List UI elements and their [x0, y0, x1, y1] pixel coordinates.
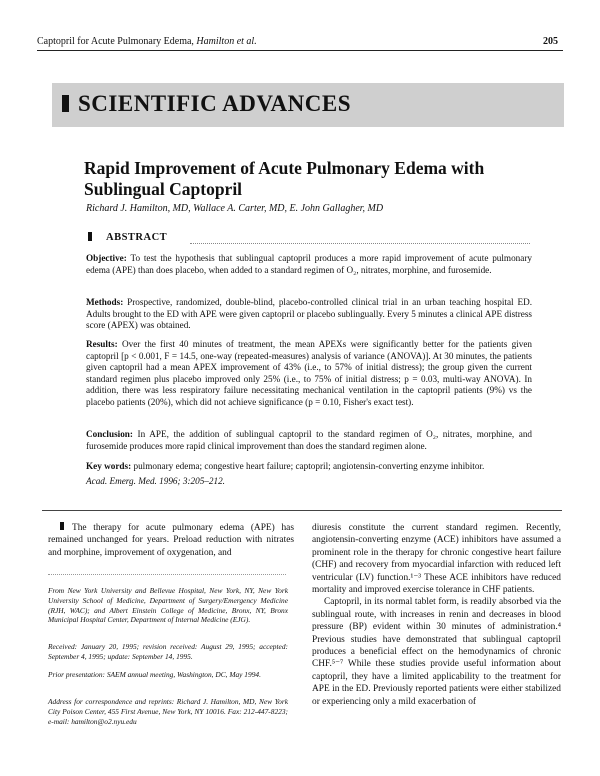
abstract-bottom-rule: [42, 510, 562, 511]
keywords-label: Key words:: [86, 461, 132, 471]
bullet-icon: [62, 95, 69, 112]
conclusion-text: In APE, the addition of sublingual captopril to the standard regimen of O₂, nitrates, morphine, and furosemide produces more rapid clinical improvement than does the standard regimen alone.: [86, 429, 533, 451]
body-left-text: The therapy for acute pulmonary edema (APE) has remained unchanged for years. Preload reduction with nitrates and morphine, improvement of oxygenation, and: [48, 523, 294, 558]
section-banner-label: SCIENTIFIC ADVANCES: [78, 91, 352, 116]
bullet-icon: [88, 232, 92, 241]
section-banner: [52, 83, 564, 127]
correspondence-note: Address for correspondence and reprints: Richard J. Hamilton, MD, New York City Poison Center, 455 First Avenue, New York, NY 10016. Fax: 212-447-8223; e-mail: hamilton@o2.nyu.edu: [48, 697, 288, 726]
abstract-heading: [88, 232, 167, 243]
prior-presentation-note: Prior presentation: SAEM annual meeting, Washington, DC, May 1994.: [48, 670, 261, 679]
body-paragraph: diuresis constitute the current standard regimen. Recently, angiotensin-converting enzyme (ACE) inhibitors have assumed a prominent role in the therapy for chronic congestive heart failure (CHF) and recovery from myocardial infarction with reduced left ventricular (LV) function.¹⁻³ These ACE inhibitors have reduced mortality and improved exercise tolerance in CHF patients.: [312, 523, 561, 596]
abstract-objective: [86, 253, 532, 276]
methods-text: Prospective, randomized, double-blind, placebo-controlled clinical trial in an urban teaching hospital ED. Adults brought to the ED with APE were given captopril or placebo sublingually. Every 5 minutes a clinical APE distress score (APEX) was obtained.: [86, 297, 532, 331]
body-right-column: [312, 522, 561, 708]
results-label: Results:: [86, 339, 118, 349]
keywords-text: pulmonary edema; congestive heart failure; captopril; angiotensin-converting enzyme inhibitor.: [133, 461, 485, 471]
running-title: Captopril for Acute Pulmonary Edema,: [37, 36, 194, 47]
header-rule: [37, 50, 563, 51]
abstract-heading-label: ABSTRACT: [106, 232, 168, 243]
body-paragraph: Captopril, in its normal tablet form, is readily absorbed via the sublingual route, with increases in renin and decreases in blood pressure (BP) evident within 30 minutes of administration.⁴ Previous studies have demonstrated that sublingual captopril produces a beneficial effect on the hemodynamics of chronic CHF.⁵⁻⁷ While these studies provide useful information about captopril, they have a limited applicability to the treatment for APE in the ED. Previously reported patients were either stabilized or experiencing only a mild exacerbation of: [312, 597, 561, 707]
objective-text: To test the hypothesis that sublingual captopril produces a more rapid improvement of acute pulmonary edema (APE) than does placebo, when added to a standard regimen of O₂, nitrates, morphine, and furosemide.: [86, 253, 532, 275]
results-text: Over the first 40 minutes of treatment, the mean APEXs were significantly better for the patients given captopril [p < 0.001, F = 14.5, one-way (repeated-measures) analysis of variance (ANOVA)]. At 30 minutes, the patients given captopril had a mean APEX improvement of 43% (i.e., to 57% of initial distress); the group given the current standard regimen plus placebo improved only 25% (i.e., to 75% of initial distress; p = 0.03, multi-way ANOVA). In addition, there was less respiratory failure necessitating mechanical ventilation in the captopril patients (9%) vs the placebo patients (20%), which did not achieve significance (p = 0.10, Fisher's exact test).: [86, 339, 533, 407]
abstract-keywords: [86, 461, 532, 473]
body-left-column: [48, 522, 294, 559]
objective-label: Objective:: [86, 253, 127, 263]
body-paragraph: [48, 522, 294, 559]
page-number: 205: [543, 36, 558, 47]
article-authors: Richard J. Hamilton, MD, Wallace A. Carter, MD, E. John Gallagher, MD: [86, 203, 384, 214]
received-note: Received: January 20, 1995; revision received: August 29, 1995; accepted: September 4, 1995; update: September 14, 1995.: [48, 642, 288, 661]
conclusion-label: Conclusion:: [86, 429, 133, 439]
abstract-conclusion: [86, 429, 532, 452]
abstract-methods: [86, 297, 532, 332]
citation: Acad. Emerg. Med. 1996; 3:205–212.: [86, 476, 225, 486]
footnote-rule: [48, 574, 286, 575]
affiliation-note: From New York University and Bellevue Hospital, New York, NY, New York University School of Medicine, Department of Surgery/Emergency Medicine (RJH, WAC); and Albert Einstein College of Medicine, Bronx, NY, Bronx Municipal Hospital Center, Department of Internal Medicine (EJG).: [48, 586, 288, 625]
running-authors: Hamilton et al.: [196, 36, 257, 47]
section-banner-title: [62, 91, 351, 117]
abstract-rule: [190, 243, 530, 244]
running-header: [37, 36, 257, 47]
article-title: Rapid Improvement of Acute Pulmonary Edema with Sublingual Captopril: [84, 158, 485, 199]
abstract-results: [86, 339, 532, 409]
bullet-icon: [60, 522, 64, 530]
methods-label: Methods:: [86, 297, 124, 307]
